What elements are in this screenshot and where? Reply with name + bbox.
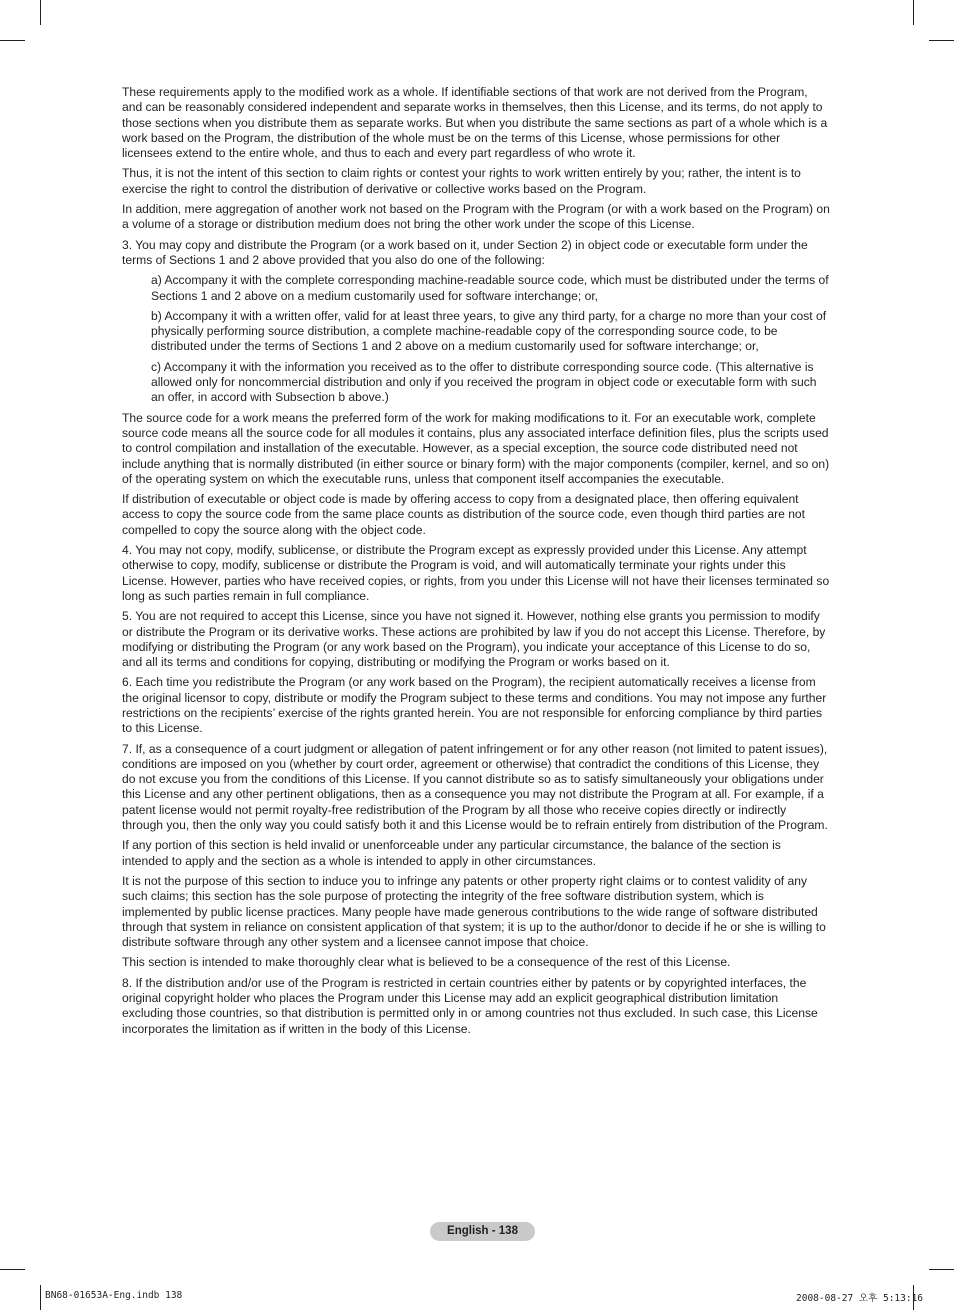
paragraph: 7. If, as a consequence of a court judgment or allegation of patent infringement or for any other reason (not limited to patent issues), conditions are imposed on you (whether by court order, agreement or otherwise) that contradict the conditions of this License, they do not excuse you from the conditions of this License. If you cannot distribute so as to satisfy simultaneously your obligations under this License and any other pertinent obligations, then as a consequence you may not distribute the Program at all. For example, if a patent license would not permit royalty-free redistribution of the Program by all those who receive copies directly or indirectly through you, then the only way you could satisfy both it and this License would be to refrain entirely from distribution of the Program. (122, 741, 828, 833)
paragraph: If distribution of executable or object code is made by offering access to copy from a designated place, then offering equivalent access to copy the source code from the same place counts as distribution of the source code, even though third parties are not compelled to copy the source along with the object code. (122, 492, 806, 537)
paragraph: This section is intended to make thoroughly clear what is believed to be a consequence of the rest of this License. (122, 955, 731, 970)
paragraph: 4. You may not copy, modify, sublicense, or distribute the Program except as expressly provided under this License. Any attempt otherwise to copy, modify, sublicense or distribute the Program is void, and will automatically terminate your rights under this License. However, parties who have received copies, or rights, from you under this License will not have their licenses terminated so long as such parties remain in full compliance. (122, 543, 830, 603)
file-slug: BN68-01653A-Eng.indb 138 (45, 1290, 183, 1301)
sub-item-a: a) Accompany it with the complete corresponding machine-readable source code, which must be distributed under the terms of Sections 1 and 2 above on a medium customarily used for software interchange; or, (151, 273, 829, 303)
crop-mark-top-right-horizontal (929, 40, 954, 41)
license-body (122, 85, 830, 1042)
page-number-badge: English - 138 (430, 1222, 535, 1241)
paragraph: It is not the purpose of this section to induce you to infringe any patents or other property right claims or to contest validity of any such claims; this section has the sole purpose of protecting the integrity of the free software distribution system, which is implemented by public license practices. Many people have made generous contributions to the wide range of software distributed through that system in reliance on consistent application of that system; it is up to the author/donor to decide if he or she is willing to distribute software through any other system and a licensee cannot impose that choice. (122, 873, 826, 950)
sub-item-b: b) Accompany it with a written offer, valid for at least three years, to give any third party, for a charge no more than your cost of physically performing source distribution, a complete machine-readable copy of the corresponding source code, to be distributed under the terms of Sections 1 and 2 above on a medium customarily used for software interchange; or, (151, 308, 827, 354)
paragraph: The source code for a work means the preferred form of the work for making modifications to it. For an executable work, complete source code means all the source code for all modules it contains, plus any associated interface definition files, plus the scripts used to control compilation and installation of the executable. However, as a special exception, the source code distributed need not include anything that is normally distributed (in either source or binary form) with the major components (compiler, kernel, and so on) of the operating system on which the executable runs, unless that component itself accompanies the executable. (122, 410, 830, 486)
crop-mark-top-right (913, 0, 914, 25)
crop-mark-bottom-right-horizontal (929, 1269, 954, 1270)
crop-mark-bottom-left-horizontal (0, 1269, 25, 1270)
crop-mark-top-left-horizontal (0, 40, 25, 41)
paragraph: 6. Each time you redistribute the Program (or any work based on the Program), the recipient automatically receives a license from the original licensor to copy, distribute or modify the Program subject to these terms and conditions. You may not impose any further restrictions on the recipients’ exercise of the rights granted herein. You are not responsible for enforcing compliance by third parties to this License. (122, 675, 827, 736)
paragraph: These requirements apply to the modified work as a whole. If identifiable sections of that work are not derived from the Program, and can be reasonably considered independent and separate works in themselves, then this License, and its terms, do not apply to those sections when you distribute them as separate works. But when you distribute the same sections as part of a whole which is a work based on the Program, the distribution of the whole must be on the terms of this License, whose permissions for other licensees extend to the entire whole, and thus to each and every part regardless of who wrote it. (122, 85, 828, 161)
crop-mark-bottom-left (40, 1285, 41, 1310)
sub-item-c: c) Accompany it with the information you received as to the offer to distribute corresponding source code. (This alternative is allowed only for noncommercial distribution and only if you received the program in object code or executable form with such an offer, in accord with Subsection b above.) (151, 359, 817, 405)
paragraph: Thus, it is not the intent of this section to claim rights or contest your rights to work written entirely by you; rather, the intent is to exercise the right to control the distribution of derivative or collective works based on the Program. (122, 166, 801, 196)
print-timestamp: 2008-08-27 오후 5:13:16 (796, 1293, 924, 1304)
paragraph: 8. If the distribution and/or use of the Program is restricted in certain countries either by patents or by copyrighted interfaces, the original copyright holder who places the Program under this License may add an explicit geographical distribution limitation excluding those countries, so that distribution is permitted only in or among countries not thus excluded. In such case, this License incorporates the limitation as if written in the body of this License. (122, 975, 818, 1036)
paragraph: 5. You are not required to accept this License, since you have not signed it. However, nothing else grants you permission to modify or distribute the Program or its derivative works. These actions are prohibited by law if you do not accept this License. Therefore, by modifying or distributing the Program (or any work based on the Program), you indicate your acceptance of this License to do so, and all its terms and conditions for copying, distributing or modifying the Program or works based on it. (122, 609, 826, 670)
paragraph: If any portion of this section is held invalid or unenforceable under any particular circumstance, the balance of the section is intended to apply and the section as a whole is intended to apply in other circumstances. (122, 838, 781, 868)
paragraph: In addition, mere aggregation of another work not based on the Program with the Program (or with a work based on the Program) on a volume of a storage or distribution medium does not bring the other work under the scope of this License. (122, 202, 830, 232)
paragraph: 3. You may copy and distribute the Program (or a work based on it, under Section 2) in object code or executable form under the terms of Sections 1 and 2 above provided that you also do one of the following: (122, 237, 808, 267)
crop-mark-top-left (40, 0, 41, 25)
